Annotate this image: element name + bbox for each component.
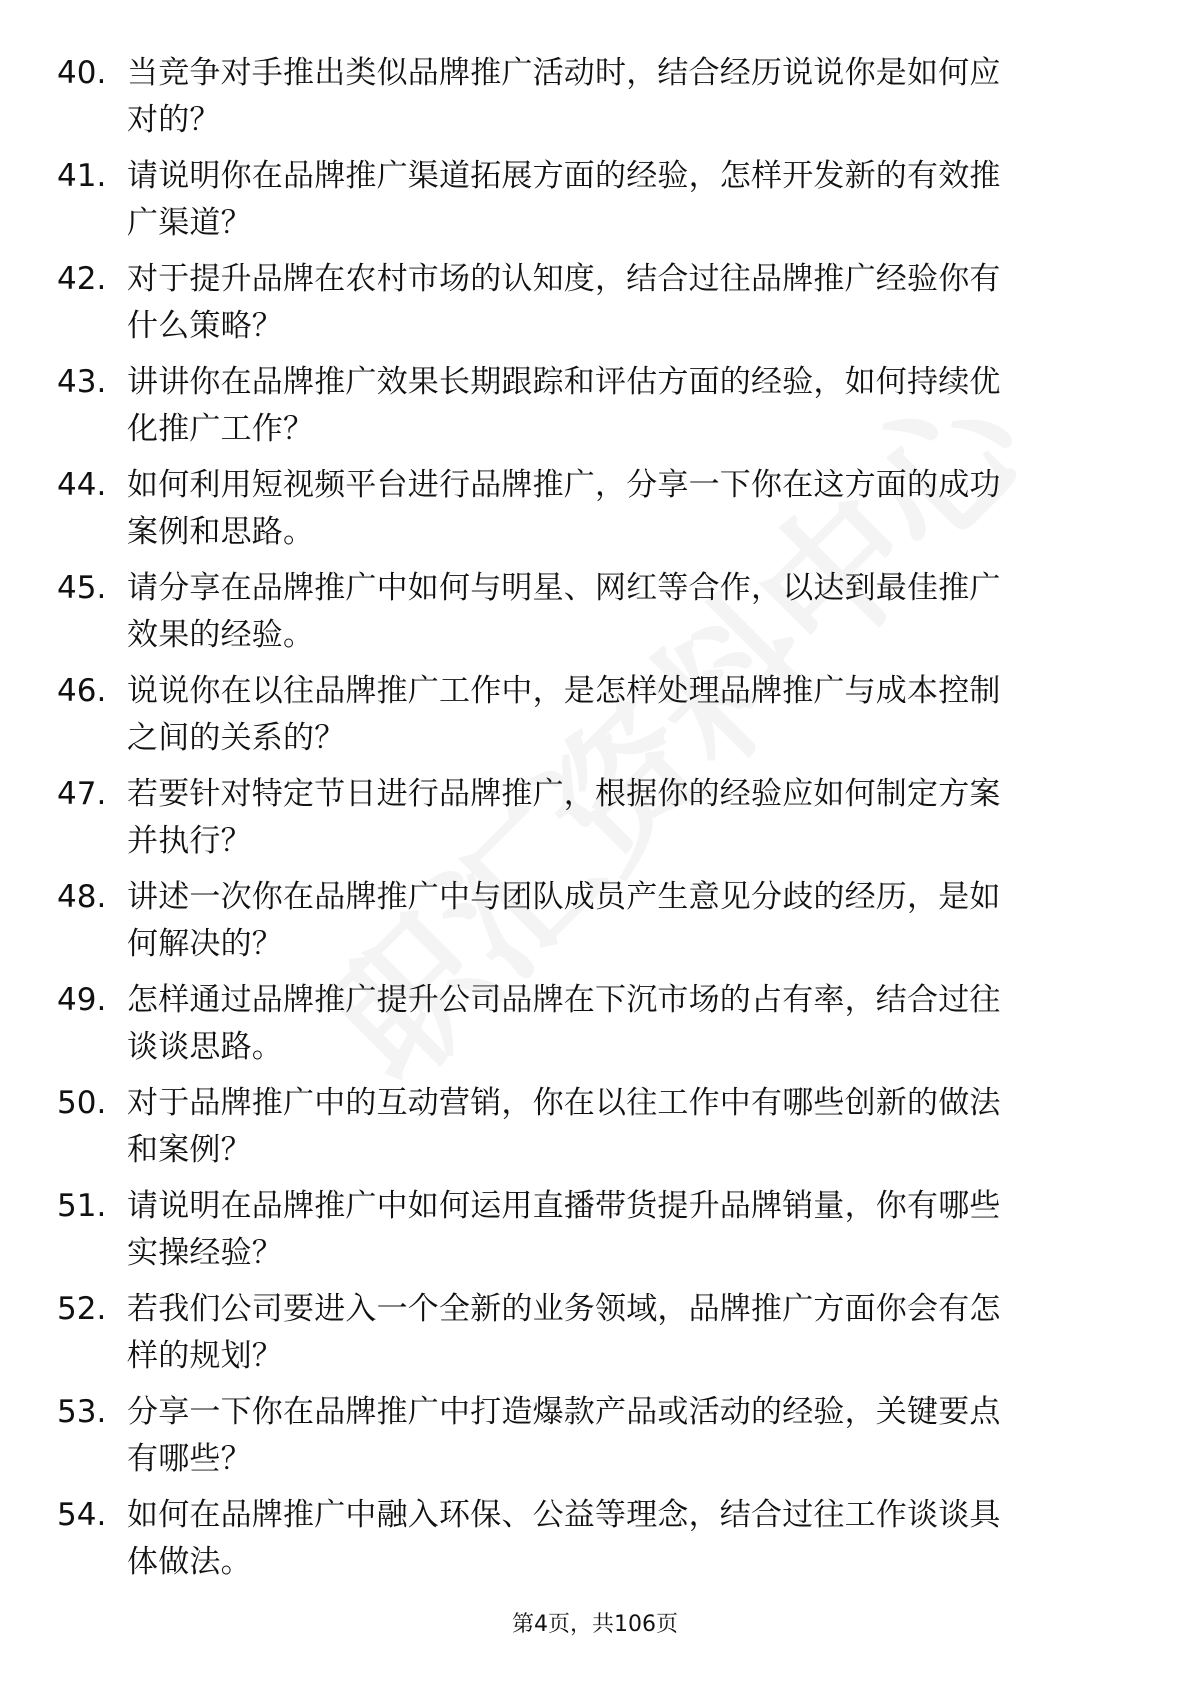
question-text-line-2: 有哪些？ bbox=[127, 1441, 252, 1477]
question-text-line-2: 化推广工作？ bbox=[127, 411, 315, 447]
question-text bbox=[127, 977, 1127, 1071]
question-text-line-1: 如何在品牌推广中融入环保、公益等理念，结合过往工作谈谈具 bbox=[127, 1497, 1001, 1533]
question-number: 43. bbox=[57, 364, 107, 400]
question-text-line-1: 讲述一次你在品牌推广中与团队成员产生意见分歧的经历，是如 bbox=[127, 879, 1001, 915]
question-text bbox=[127, 153, 1127, 247]
question-text bbox=[127, 256, 1127, 350]
question-number: 42. bbox=[57, 261, 107, 297]
question-text-line-1: 说说你在以往品牌推广工作中，是怎样处理品牌推广与成本控制 bbox=[127, 673, 1001, 709]
question-text-line-1: 如何利用短视频平台进行品牌推广，分享一下你在这方面的成功 bbox=[127, 467, 1001, 503]
question-item-46 bbox=[57, 668, 1117, 771]
question-text bbox=[127, 1286, 1127, 1380]
question-item-48 bbox=[57, 874, 1117, 977]
page-footer bbox=[0, 1610, 1190, 1640]
question-text bbox=[127, 1492, 1127, 1586]
question-text-line-2: 效果的经验。 bbox=[127, 617, 315, 653]
question-item-43 bbox=[57, 359, 1117, 462]
question-text-line-2: 什么策略？ bbox=[127, 308, 283, 344]
question-text-line-2: 谈谈思路。 bbox=[127, 1029, 283, 1065]
question-text bbox=[127, 874, 1127, 968]
question-text-line-2: 体做法。 bbox=[127, 1544, 252, 1580]
question-item-41 bbox=[57, 153, 1117, 256]
question-text-line-1: 怎样通过品牌推广提升公司品牌在下沉市场的占有率，结合过往 bbox=[127, 982, 1001, 1018]
question-number: 50. bbox=[57, 1085, 107, 1121]
question-text-line-2: 和案例？ bbox=[127, 1132, 252, 1168]
question-number: 51. bbox=[57, 1188, 107, 1224]
question-text-line-1: 分享一下你在品牌推广中打造爆款产品或活动的经验，关键要点 bbox=[127, 1394, 1001, 1430]
question-item-45 bbox=[57, 565, 1117, 668]
question-item-50 bbox=[57, 1080, 1117, 1183]
question-item-51 bbox=[57, 1183, 1117, 1286]
question-text bbox=[127, 565, 1127, 659]
question-number: 49. bbox=[57, 982, 107, 1018]
question-text bbox=[127, 462, 1127, 556]
question-text-line-1: 讲讲你在品牌推广效果长期跟踪和评估方面的经验，如何持续优 bbox=[127, 364, 1001, 400]
question-number: 52. bbox=[57, 1291, 107, 1327]
question-text-line-2: 并执行？ bbox=[127, 823, 252, 859]
question-item-47 bbox=[57, 771, 1117, 874]
question-text-line-2: 对的？ bbox=[127, 102, 221, 138]
question-number: 45. bbox=[57, 570, 107, 606]
question-number: 44. bbox=[57, 467, 107, 503]
question-item-54 bbox=[57, 1492, 1117, 1595]
question-item-42 bbox=[57, 256, 1117, 359]
question-text-line-1: 对于提升品牌在农村市场的认知度，结合过往品牌推广经验你有 bbox=[127, 261, 1001, 297]
question-text bbox=[127, 1183, 1127, 1277]
question-text-line-1: 若要针对特定节日进行品牌推广，根据你的经验应如何制定方案 bbox=[127, 776, 1001, 812]
question-text-line-2: 样的规划？ bbox=[127, 1338, 283, 1374]
question-list bbox=[57, 50, 1117, 1595]
question-number: 46. bbox=[57, 673, 107, 709]
question-text-line-1: 若我们公司要进入一个全新的业务领域，品牌推广方面你会有怎 bbox=[127, 1291, 1001, 1327]
question-text-line-2: 何解决的？ bbox=[127, 926, 283, 962]
question-number: 53. bbox=[57, 1394, 107, 1430]
question-text-line-2: 广渠道？ bbox=[127, 205, 252, 241]
question-text-line-2: 实操经验？ bbox=[127, 1235, 283, 1271]
question-item-52 bbox=[57, 1286, 1117, 1389]
question-number: 47. bbox=[57, 776, 107, 812]
question-number: 41. bbox=[57, 158, 107, 194]
question-text-line-2: 案例和思路。 bbox=[127, 514, 315, 550]
question-text bbox=[127, 359, 1127, 453]
question-number: 40. bbox=[57, 55, 107, 91]
question-item-44 bbox=[57, 462, 1117, 565]
question-text-line-1: 请分享在品牌推广中如何与明星、网红等合作，以达到最佳推广 bbox=[127, 570, 1001, 606]
question-text bbox=[127, 50, 1127, 144]
question-text bbox=[127, 668, 1127, 762]
question-text bbox=[127, 1080, 1127, 1174]
question-number: 54. bbox=[57, 1497, 107, 1533]
question-item-49 bbox=[57, 977, 1117, 1080]
question-text-line-1: 当竞争对手推出类似品牌推广活动时，结合经历说说你是如何应 bbox=[127, 55, 1001, 91]
question-text-line-2: 之间的关系的？ bbox=[127, 720, 346, 756]
question-item-40 bbox=[57, 50, 1117, 153]
question-text bbox=[127, 1389, 1127, 1483]
question-text-line-1: 请说明在品牌推广中如何运用直播带货提升品牌销量，你有哪些 bbox=[127, 1188, 1001, 1224]
question-item-53 bbox=[57, 1389, 1117, 1492]
question-text bbox=[127, 771, 1127, 865]
question-number: 48. bbox=[57, 879, 107, 915]
question-text-line-1: 对于品牌推广中的互动营销，你在以往工作中有哪些创新的做法 bbox=[127, 1085, 1001, 1121]
page-number-label: 第4页，共106页 bbox=[512, 1612, 678, 1637]
question-text-line-1: 请说明你在品牌推广渠道拓展方面的经验，怎样开发新的有效推 bbox=[127, 158, 1001, 194]
